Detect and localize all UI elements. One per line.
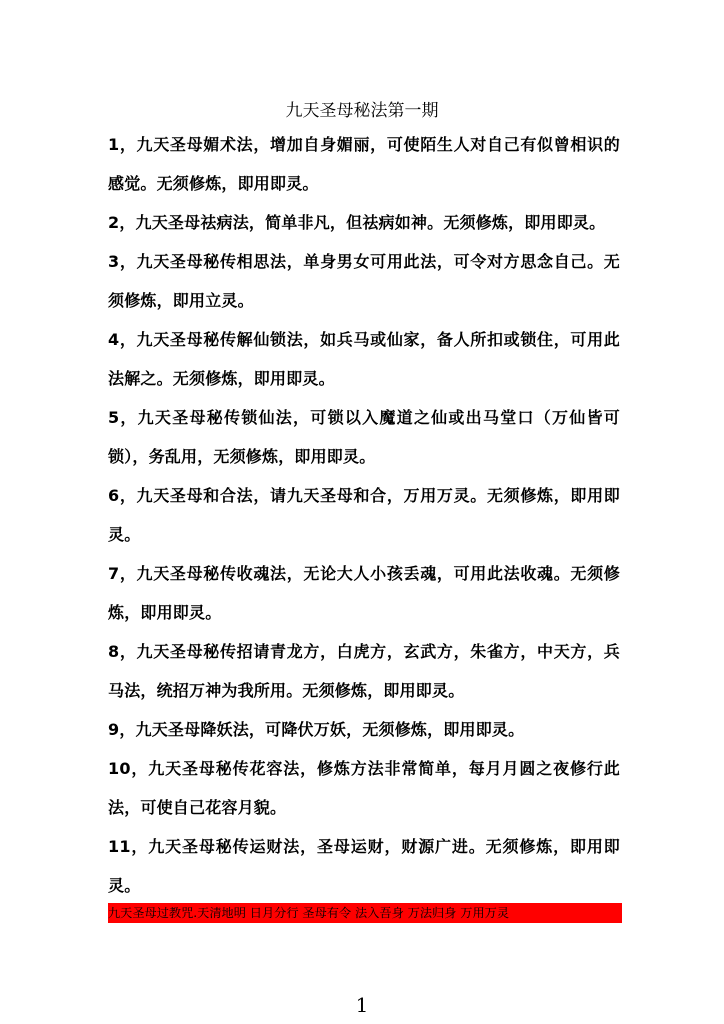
list-item: 8，九天圣母秘传招请青龙方，白虎方，玄武方，朱雀方，中天方，兵马法，统招万神为我所用。无须修炼，即用即灵。 bbox=[108, 642, 620, 700]
list-item: 5，九天圣母秘传锁仙法，可锁以入魔道之仙或出马堂口（万仙皆可锁），务乱用，无须修炼，即用即灵。 bbox=[108, 408, 620, 466]
page-number: 1 bbox=[355, 993, 369, 1017]
mantra-highlight: 九天圣母过教咒.天清地明 日月分行 圣母有令 法入吾身 万法归身 万用万灵 bbox=[108, 903, 622, 923]
list-item: 9，九天圣母降妖法，可降伏万妖，无须修炼，即用即灵。 bbox=[108, 720, 525, 739]
list-item: 2，九天圣母祛病法，简单非凡，但祛病如神。无须修炼，即用即灵。 bbox=[108, 213, 606, 232]
item-list bbox=[108, 125, 620, 905]
list-item: 4，九天圣母秘传解仙锁法，如兵马或仙家，备人所扣或锁住，可用此法解之。无须修炼，即用即灵。 bbox=[108, 330, 620, 388]
list-item: 1，九天圣母媚术法，增加自身媚丽，可使陌生人对自己有似曾相识的感觉。无须修炼，即用即灵。 bbox=[108, 135, 620, 193]
list-item: 3，九天圣母秘传相思法，单身男女可用此法，可令对方思念自己。无须修炼，即用立灵。 bbox=[108, 252, 620, 310]
list-item: 7，九天圣母秘传收魂法，无论大人小孩丢魂，可用此法收魂。无须修炼，即用即灵。 bbox=[108, 564, 620, 622]
list-item: 6，九天圣母和合法，请九天圣母和合，万用万灵。无须修炼，即用即灵。 bbox=[108, 486, 620, 544]
list-item: 11，九天圣母秘传运财法，圣母运财，财源广进。无须修炼，即用即灵。 bbox=[108, 837, 620, 895]
document-title: 九天圣母秘法第一期 bbox=[285, 101, 439, 121]
list-item: 10，九天圣母秘传花容法，修炼方法非常简单，每月月圆之夜修行此法，可使自己花容月貌。 bbox=[108, 759, 620, 817]
